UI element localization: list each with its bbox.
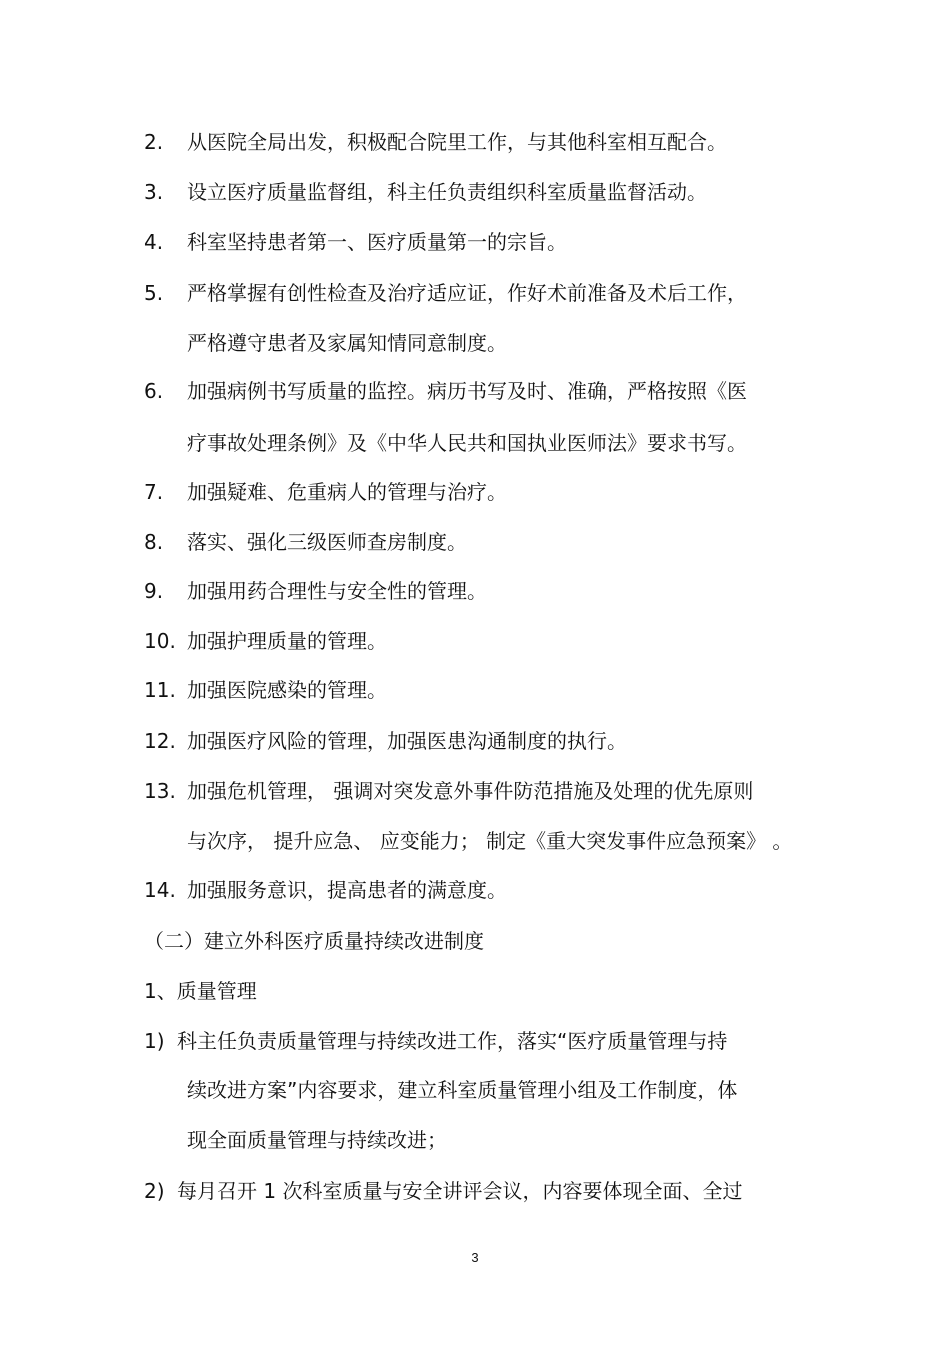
list-item-text: 从医院全局出发，积极配合院里工作，与其他科室相互配合。 xyxy=(187,130,727,154)
list-item-text: 严格掌握有创性检查及治疗适应证，作好术前准备及术后工作， xyxy=(187,281,747,305)
list-item-number: 2. xyxy=(144,130,164,154)
list-item-number: 9. xyxy=(144,579,164,603)
list-item-text: 落实、强化三级医师查房制度。 xyxy=(187,530,467,554)
list-item-text-continued: 与次序， 提升应急、 应变能力； 制定《重大突发事件应急预案》 。 xyxy=(187,829,793,853)
list-item-text: 科室坚持患者第一、医疗质量第一的宗旨。 xyxy=(187,230,567,254)
list-item-text: 加强病例书写质量的监控。病历书写及时、准确，严格按照《医 xyxy=(187,379,747,403)
list-item-text: 加强服务意识，提高患者的满意度。 xyxy=(187,878,507,902)
section-heading: （二）建立外科医疗质量持续改进制度 xyxy=(144,929,484,953)
list-item-number: 4. xyxy=(144,230,164,254)
list-item-number: 13. xyxy=(144,779,176,803)
list-item-text: 加强医疗风险的管理，加强医患沟通制度的执行。 xyxy=(187,729,627,753)
list-item-number: 10. xyxy=(144,629,176,653)
subitem-number: 2) xyxy=(144,1179,165,1203)
list-item-text: 加强医院感染的管理。 xyxy=(187,678,387,702)
subitem-text-continued: 续改进方案”内容要求，建立科室质量管理小组及工作制度，体 xyxy=(187,1078,738,1102)
list-item-number: 8. xyxy=(144,530,164,554)
list-item-number: 12. xyxy=(144,729,176,753)
subitem-text: 科主任负责质量管理与持续改进工作，落实“医疗质量管理与持 xyxy=(177,1029,728,1053)
list-item-text: 加强疑难、危重病人的管理与治疗。 xyxy=(187,480,507,504)
list-item-number: 7. xyxy=(144,480,164,504)
page-number: 3 xyxy=(471,1250,479,1265)
list-item-number: 5. xyxy=(144,281,164,305)
list-item-text: 加强护理质量的管理。 xyxy=(187,629,387,653)
subitem-text-continued: 现全面质量管理与持续改进； xyxy=(187,1128,447,1152)
subitem-number: 1) xyxy=(144,1029,165,1053)
list-item-text-continued: 严格遵守患者及家属知情同意制度。 xyxy=(187,331,507,355)
list-item-text-continued: 疗事故处理条例》及《中华人民共和国执业医师法》要求书写。 xyxy=(187,431,747,455)
subheading: 1、质量管理 xyxy=(144,979,257,1003)
list-item-number: 14. xyxy=(144,878,176,902)
subitem-text: 每月召开 1 次科室质量与安全讲评会议，内容要体现全面、全过 xyxy=(177,1179,743,1203)
list-item-number: 11. xyxy=(144,678,176,702)
list-item-text: 设立医疗质量监督组，科主任负责组织科室质量监督活动。 xyxy=(187,180,707,204)
list-item-number: 6. xyxy=(144,379,164,403)
list-item-text: 加强用药合理性与安全性的管理。 xyxy=(187,579,487,603)
list-item-number: 3. xyxy=(144,180,164,204)
list-item-text: 加强危机管理， 强调对突发意外事件防范措施及处理的优先原则 xyxy=(187,779,754,803)
